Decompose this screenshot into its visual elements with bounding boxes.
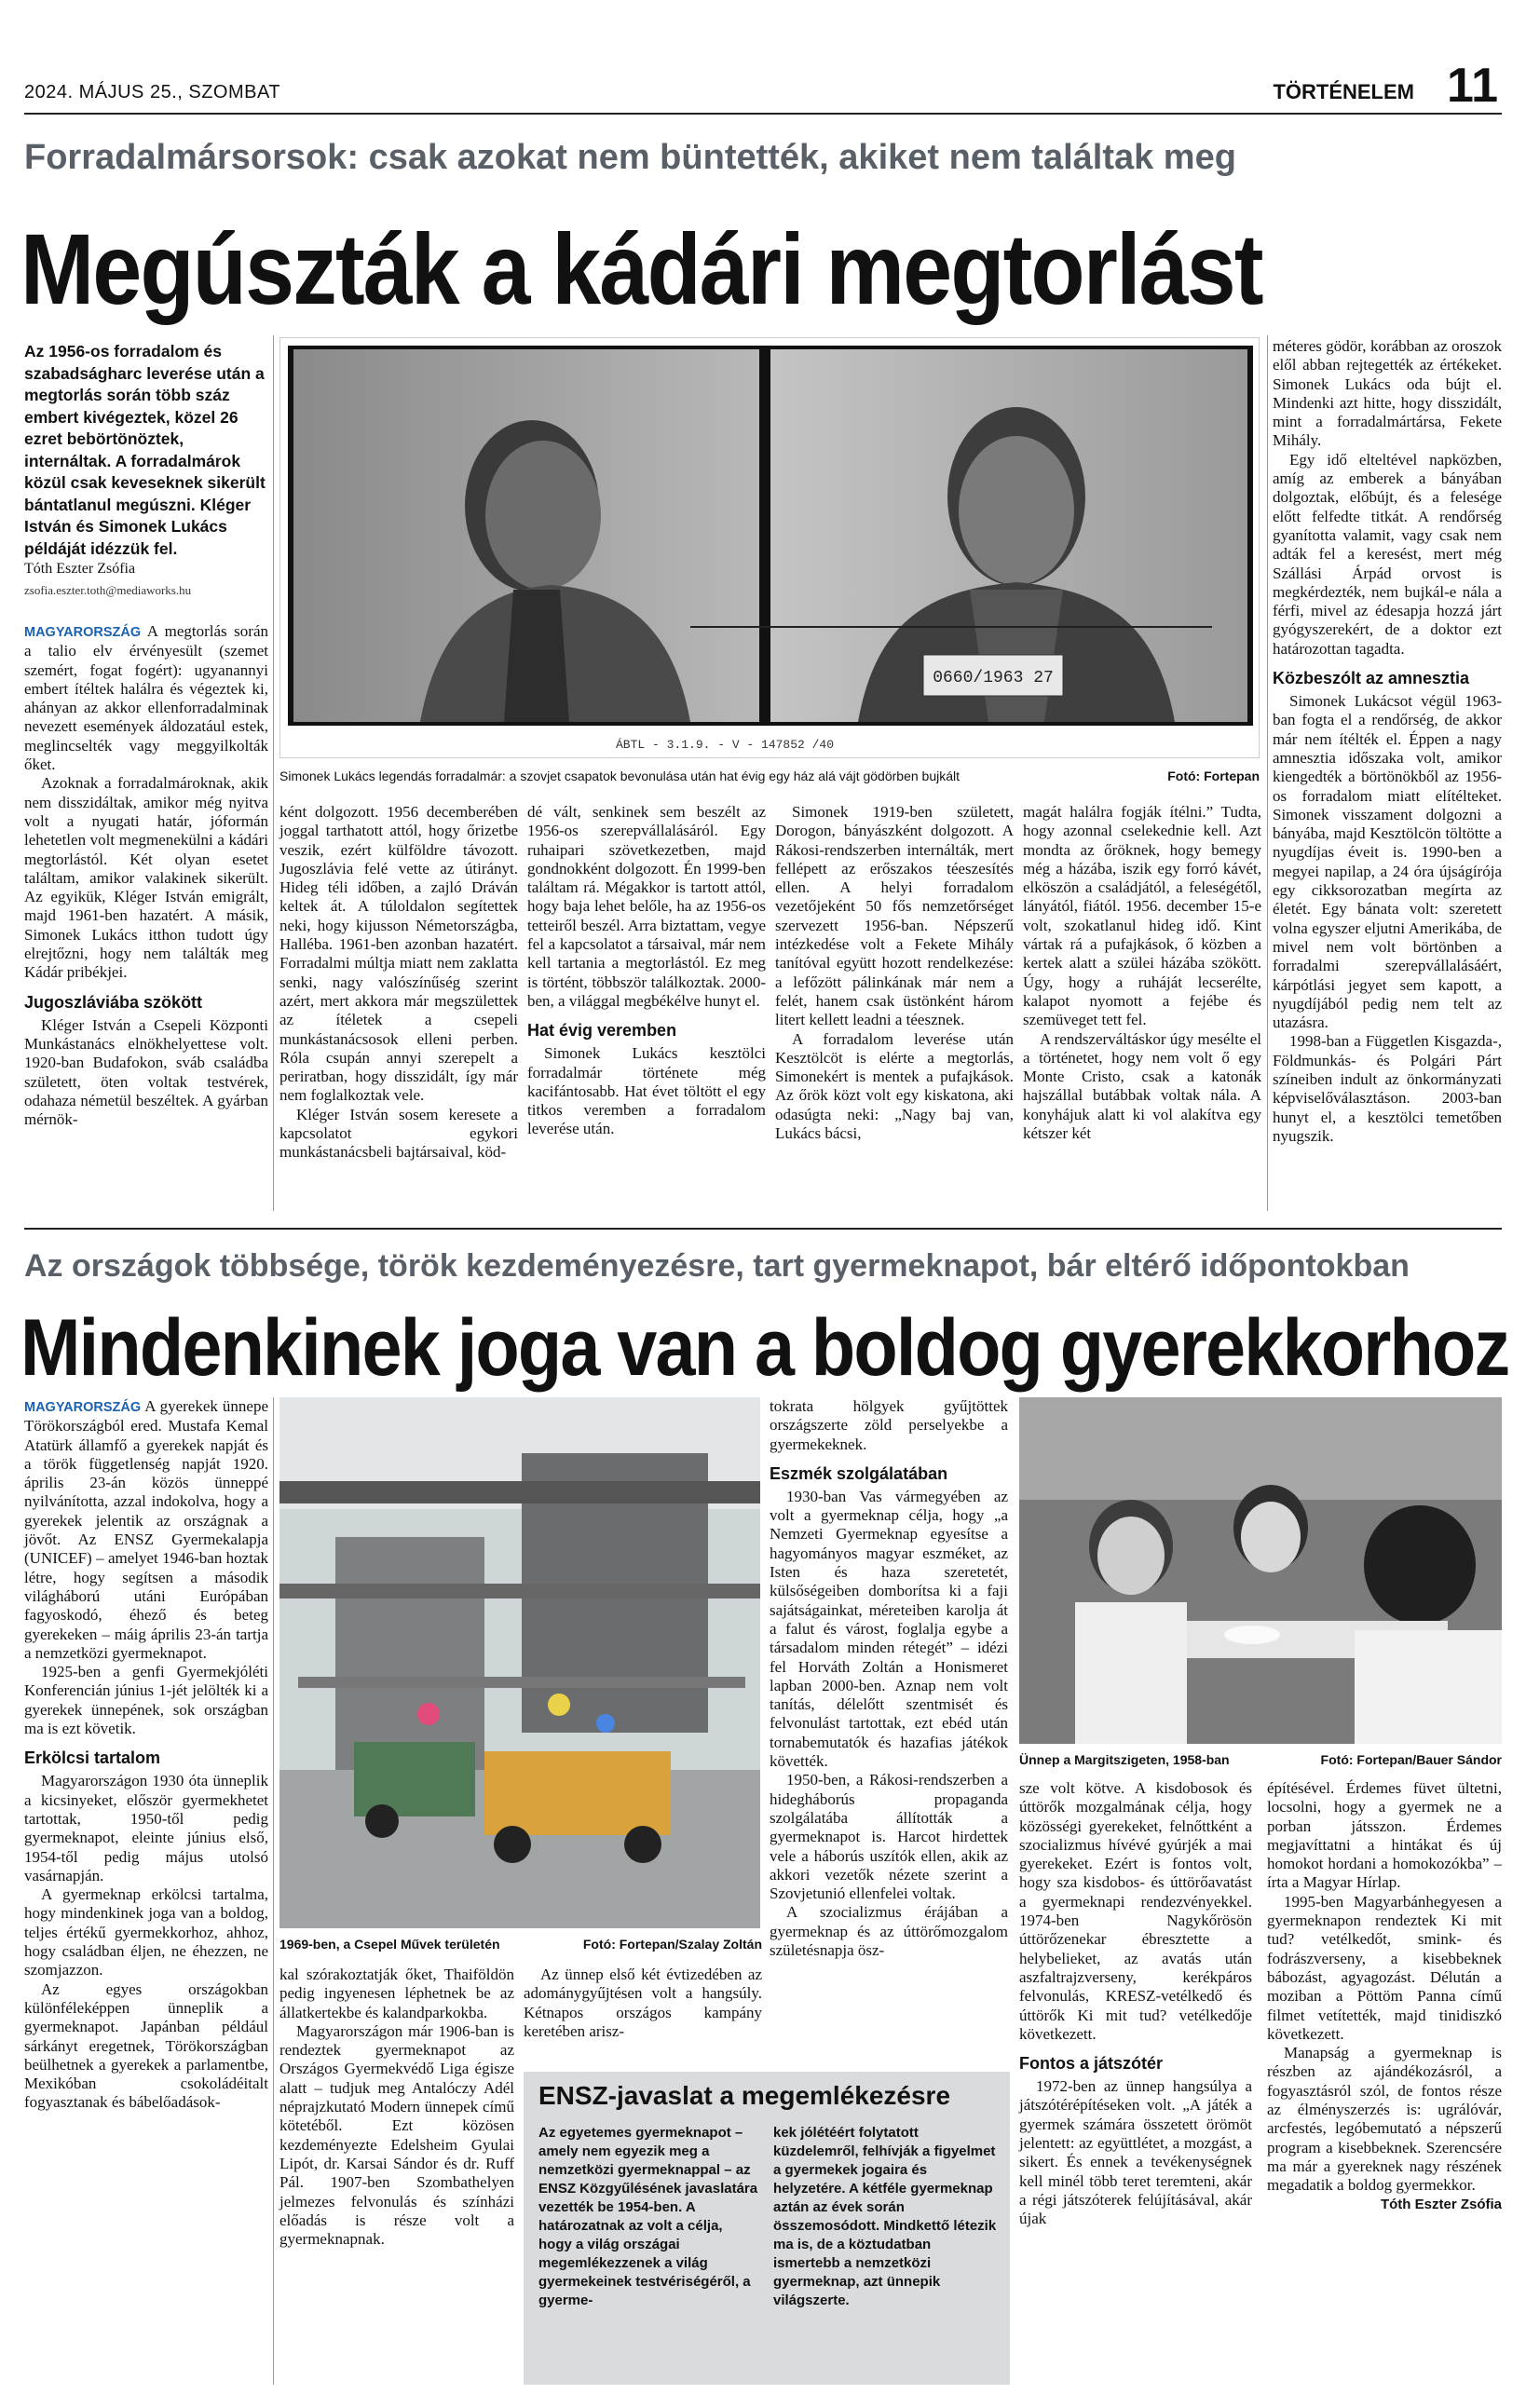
archive-stamp: ÁBTL - 3.1.9. - V - 147852 /40 <box>616 738 835 752</box>
article2-photo2-credit: Fotó: Fortepan/Bauer Sándor <box>1320 1752 1502 1767</box>
paragraph: 1950-ben, a Rákosi-rendszerben a hidegháborús propaganda szolgálatába állították a gyermeknapot is. Harcot hirdettek vele a háborús uszítók ellen, akik az akkori vezetők nézete szerint a Szovjetunió ellenfelei voltak. <box>770 1771 1008 1903</box>
article1-column-3 <box>527 803 766 1139</box>
photo-plate-label: 0660/1963 27 <box>933 669 1054 687</box>
paragraph: Magyarországon már 1906-ban is rendeztek gyermeknapot az Országos Gyermekvédő Liga égisze alatt – tudjuk meg Antalóczy Adél néprajzkutató Modern ünnepek című kötetéből. Ezt közösen kezdeményezte Edelsheim Gyulai Lipót, dr. Karsai Sándor és dr. Ruff Pál. 1907-ben Szombathelyen jelmezes felvonulás és színházi előadás is része volt a gyermeknapnak. <box>279 2021 514 2249</box>
paragraph: A szocializmus érájában a gyermeknap és az úttörőmozgalom születésnapja ösz- <box>770 1903 1008 1960</box>
page-number: 11 <box>1447 59 1498 113</box>
article2-photo1-caption: 1969-ben, a Csepel Művek területén <box>279 1937 500 1952</box>
paragraph: A forradalom leverése után Kesztölcöt is elérte a megtorlás, Simonekért is mentek a pufajkások. Az őrök közt volt egy kiskatona, aki odasúgta neki: „Nagy baj van, Lukács bácsi, <box>775 1029 1014 1143</box>
paragraph: 1998-ban a Független Kisgazda-, Földmunkás- és Polgári Párt színeiben indult az önkormányzati képviselőválasztáson. 2003-ban hunyt el, a kesztölci temetőben nyugszik. <box>1273 1032 1502 1145</box>
article1-subhead-2: Hat évig veremben <box>527 1021 677 1041</box>
paragraph: dé vált, senkinek sem beszélt az 1956-os szerepvállalásáról. Egy ruhaipari szövetkezetben, majd gondnokként dolgozott. Én 1999-ben találtam rá. Mégakkor is tartott attól, hogy baja lehet belőle, ha az 1956-os tetteiről beszél. Arra biztattam, vegye fel a kapcsolatot a társaival, már nem kell tartania a megtorlástól. Ez meg is történt, többször találkoztak. 2000-ben, a világgal megbékélve hunyt el. <box>527 803 766 1010</box>
article1-photo-credit: Fotó: Fortepan <box>1167 769 1260 783</box>
article1-photo <box>279 337 1260 758</box>
article2-column-3 <box>770 1397 1008 1960</box>
column-divider <box>273 1397 274 2385</box>
paragraph: Manapság a gyermeknap is részben az ajándékozásról, a fogyasztásról szól, de fontos része az élményszerzés is: ugrálóvár, arcfestés, legóbemutató a népszerű program a kisebbeknek. Szerencsére ma már a gyereknek nagy részének megadatik a boldog gyermekkor. <box>1267 2044 1502 2195</box>
paragraph: 1925-ben a genfi Gyermekjóléti Konferencián június 1-jét jelölték ki a gyerekek ünnepének, sok országban ma is ezt követik. <box>24 1663 268 1738</box>
article1-author: Tóth Eszter Zsófia <box>24 561 136 577</box>
paragraph: magát halálra fogják ítélni.” Tudta, hogy azonnal cselekednie kell. Azt mondta az őröknek, hogy bemegy még a házába, iszik egy forró kávét, elköszön a családjától, a feleségétől, lányától, fiától. 1956. december 15-e volt, szokatlanul hideg idő. Kint vártak rá a pufajkások, ő közben a kertek alatt a szülei házába szökött. Úgy, hogy a ruháját lecserélte, kalapot nyomott a fejébe és szemüveget tett fel. <box>1023 803 1261 1029</box>
article1-subhead-1: Jugoszláviába szökött <box>24 992 203 1012</box>
paragraph: Simonek 1919-ben született, Dorogon, bányászként dolgozott. A Rákosi-rendszerben internálták, mert fellépett az erőszakos téeszesítés ellen. A helyi forradalom vezetőjeként 50 fős nemzetőrséget szervezett 1956-ban. Népszerű intézkedése volt a Fekete Mihály tanítóval együtt hozott rendelkezése: a lefőzött pálinkának már nem a felét, hanem csak üstönként három litert kellett leadni a téesznek. <box>775 803 1014 1029</box>
paragraph: Az ünnep első két évtizedében az adománygyűjtésen volt a hangsúly. Kétnapos országos kampány keretében arisz- <box>524 1966 762 2040</box>
paragraph: Simonek Lukács kesztölci forradalmár története még kacifántosabb. Hat évet töltött el egy titkos veremben a forradalom leverése után. <box>527 1044 766 1138</box>
article2-subhead-2: Eszmék szolgálatában <box>770 1463 948 1483</box>
un-proposal-box <box>524 2072 1010 2385</box>
article1-lede: Az 1956-os forradalom és szabadságharc leverése után a megtorlás során több száz embert kivégeztek, közel 26 ezret bebörtönöztek, internáltak. A forradalmárok közül csak keveseknek sikerült bántatlanul megúszni. Kléger István és Simonek Lukács példáját idézzük fel. <box>24 342 266 558</box>
paragraph: ként dolgozott. 1956 decemberében joggal tarthatott attól, hogy őrizetbe veszik, ezért külföldre távozott. Jugoszlávia felé vette az útirányt. Hideg téli időben, a zajló Dráván keltek át. A túloldalon segítettek neki, hogy kijusson Németországba, Halléba. 1961-ben azonban hazatért. Forradalmi múltja miatt nem zaklatta senki, nagy valószínűség szerint azért, mert akkora már megszülettek az ítéletek a csepeli munkástanácsosok elleni perben. Róla csupán annyi szerepelt a periratban, hogy disszidált, így már nem foglalkoztak vele. <box>279 803 518 1105</box>
article1-column-6 <box>1273 337 1502 1146</box>
column-divider <box>273 335 274 1211</box>
article1-photo-caption: Simonek Lukács legendás forradalmár: a szovjet csapatok bevonulása után hat évig egy ház alá vájt gödörben bujkált <box>279 769 961 783</box>
article2-photo1-credit: Fotó: Fortepan/Szalay Zoltán <box>582 1937 762 1952</box>
article2-photo2-caption: Ünnep a Margitszigeten, 1958-ban <box>1019 1752 1230 1767</box>
paragraph: Kléger István sosem keresete a kapcsolatot egykori munkástanácsbeli bajtársaival, köd- <box>279 1105 518 1162</box>
article2-signature: Tóth Eszter Zsófia <box>1380 2196 1502 2212</box>
article1-email: zsofia.eszter.toth@mediaworks.hu <box>24 583 192 597</box>
article1-headline: Megúszták a kádári megtorlást <box>20 212 1262 325</box>
article2-photo-margitsziget <box>1019 1397 1502 1744</box>
paragraph: Magyarországon 1930 óta ünneplik a kicsinyeket, először gyermekhetet tartottak, 1950-től pedig gyermeknapot, eleinte június első, 1954-től pedig május utolsó vasárnapján. <box>24 1772 268 1884</box>
paragraph: 1972-ben az ünnep hangsúlya a játszótérépítéseken volt. „A játék a gyermek számára összetett örömöt jelentett: az együttlétet, a mozgást, a sikert. És ennek a tevékenységnek kell minél több teret teremteni, akár a régi játszóterek felújításával, akár újak <box>1019 2077 1252 2228</box>
article1-column-4 <box>775 803 1014 1143</box>
article1-subhead-3: Közbeszólt az amnesztia <box>1273 669 1470 688</box>
un-proposal-box-title: ENSZ-javaslat a megemlékezésre <box>538 2081 951 2110</box>
article2-column-1 <box>24 1397 268 2113</box>
article1-column-1 <box>24 622 268 1129</box>
column-divider <box>1267 335 1268 1211</box>
paragraph: Azoknak a forradalmároknak, akik nem disszidáltak, amikor még nyitva volt a nyugati határ, jóformán lehetetlen volt megmenekülni a kádári megtorlástól. Két olyan esetet találtam, amikor valakinek sikerült. Az egyikük, Kléger István emigrált, majd 1961-ben hazatért. A másik, Simonek Lukács itthon tudott úgy elrejtőzni, hogy nem találták meg Kádár pribékjei. <box>24 774 268 982</box>
paragraph: Kléger István a Csepeli Központi Munkástanács elnökhelyettese volt. 1920-ban Budafokon, sváb családba született, öten voltak testvérek, odahaza németül beszéltek. A gyárban mérnök- <box>24 1015 268 1129</box>
paragraph: A gyerekek ünnepe Törökországból ered. Mustafa Kemal Atatürk államfő a gyerekek napját és a török függetlenség napját 1920. április 23-án közös ünneppé nyilvánította, azzal indokolva, hogy a gyerekek jelentik az országnak a jövőt. Az ENSZ Gyermekalapja (UNICEF) – amelyet 1946-ban hoztak létre, hogy segítsen a második világháború utáni Európában fagyoskodó, éhező és beteg gyerekeken – máig április 23-án tartja a nemzetközi gyermeknapot. <box>24 1397 269 1662</box>
article2-column-4 <box>1019 1779 1252 2229</box>
article-divider <box>24 1228 1502 1230</box>
article2-column-5 <box>1267 1779 1502 2214</box>
article2-column-3-bottom <box>524 1966 762 2041</box>
paragraph: sze volt kötve. A kisdobosok és úttörők mozgalmának célja, hogy közösségi gyerekeket, felnőttként a szocializmus hívévé gyúrjék a mai gyerekeket. Ezért is fontos volt, hogy sza kisdobos- és úttörőavatást a gyermeknapi rendezvényekkel. 1974-ben Nagykőrösön úttörőzenekar ébresztette a helybelieket, az avatás után aszfaltrajzverseny, kerékpáros felvonulás, KRESZ-vetélkedő és úttörők Ki mit tud? vetélkedője következett. <box>1019 1779 1252 2043</box>
paragraph: A rendszerváltáskor úgy mesélte el a történetet, hogy nem volt ő egy Monte Cristo, csak a katonák hajszállal butábbak voltak nála. A konyhájuk alatt ki vol alakítva egy kétszer két <box>1023 1029 1261 1143</box>
article2-kicker: Az országok többsége, török kezdeményezésre, tart gyermeknapot, bár eltérő időpontokban <box>24 1248 1410 1284</box>
un-proposal-box-text-left: Az egyetemes gyermeknapot – amely nem egyezik meg a nemzetközi gyermeknappal – az ENSZ Közgyűlésének javaslatára vezették be 1954-ben. A határozatnak az volt a célja, hogy a világ országai megemlékezzenek a világ gyermekeinek testvériségéről, a gyerme- <box>538 2125 758 2308</box>
paragraph: 1995-ben Magyarbánhegyesen a gyermeknapon rendeztek Ki mit tud? vetélkedőt, smink- és fodrászverseny, a kisebbeknek bábozást, agyagozást. Délután a moziban a Pöttöm Panna című filmet vetítették, majd tinidiszkó következett. <box>1267 1892 1502 2043</box>
paragraph: A gyermeknap erkölcsi tartalma, hogy mindenkinek joga van a boldog, teljes értékű gyermekkorhoz, ahhoz, hogy családban éljen, ne éhezzen, ne szomjazzon. <box>24 1885 268 1979</box>
article2-subhead-3: Fontos a játszótér <box>1019 2054 1164 2074</box>
article2-location-tag: MAGYARORSZÁG <box>24 1400 142 1415</box>
paragraph: méteres gödör, korábban az oroszok elől abban rejtegették az értékeket. Simonek Lukács oda bújt el. Mindenki azt hitte, hogy disszidált, mint a forradalmártársa, Fekete Mihály. <box>1273 337 1502 450</box>
section-name: TÖRTÉNELEM <box>1273 80 1414 103</box>
un-proposal-box-text-right: kek jólétéért folytatott küzdelemről, felhívják a figyelmet a gyermekek jogaira és helyzetére. A kétféle gyermeknap aztán az évek során összemosódott. Mindkettő létezik ma is, de a köztudatban ismertebb a nemzetközi gyermeknap, azt ünnepik világszerte. <box>773 2125 997 2308</box>
paragraph: Az egyes országokban különféleképpen ünneplik a gyermeknapot. Japánban például sárkányt eregetnek, Törökországban beülhetnek a gyerekek a parlamentbe, Mexikóban csokoládéitalt fogyasztanak és bábelőadások- <box>24 1979 268 2112</box>
article1-location-tag: MAGYARORSZÁG <box>24 625 142 640</box>
article1-kicker: Forradalmársorsok: csak azokat nem büntették, akiket nem találtak meg <box>24 138 1236 177</box>
article2-column-2 <box>279 1966 514 2249</box>
header-rule <box>24 113 1502 115</box>
article2-headline: Mindenkinek joga van a boldog gyerekkorhoz <box>20 1303 1509 1393</box>
article1-column-5 <box>1023 803 1261 1143</box>
paragraph: 1930-ban Vas vármegyében az volt a gyermeknap célja, hogy „a Nemzeti Gyermeknap egyesítse a hagyományos magyar eszméket, az Isten és haza szeretetét, külsőségeiben domborítsa ki a faji sajátságainkat, méreteiben karolja át a falut és várost, foglalja egybe a társadalom minden rétegét” – idézi fel Horváth Zoltán a Honismeret lapban 2000-ben. Aznap nem volt tanítás, délelőtt szentmisét és felvonulást tartottak, ezt ebéd után tornabemutatók és hazafias játékok követték. <box>770 1487 1008 1771</box>
paragraph: A megtorlás során a talio elv érvényesült (szemet szemért, fogat fogért): ugyanannyi embert ítéltek halálra és végeztek ki, ahányan az akkor ellenforradalminak nevezett események áldozatául estek, meglincselték vagy meggyilkolták őket. <box>24 622 268 774</box>
article2-subhead-1: Erkölcsi tartalom <box>24 1748 161 1768</box>
article1-column-2 <box>279 803 518 1163</box>
paragraph: építésével. Érdemes füvet ültetni, locsolni, hogy a gyermek ne a porban játsszon. Érdemes megjavíttatni a hintákat és új homokot hordani a homokozókba” – írta a Magyar Hírlap. <box>1267 1779 1502 1892</box>
paragraph: Simonek Lukácsot végül 1963-ban fogta el a rendőrség, de akkor már nem ítélték el. Éppen a nagy amnesztia időszaka volt, amikor kiengedték a börtönökből az 1956-os forradalom miatt elítélteket. Simonek visszament dolgozni a bányába, majd Kesztölcön töltötte a nyugdíjas éveit is. 1990-ben a megyei napilap, a 24 óra újságírója egy cikksorozatban megírta az életét. Egy bánata volt: szeretett volna egyszer eljutni Amerikába, de mivel nem volt börtönben a forradalmi szerepvállalásáért, kárpótlási jegyet sem kapott, a nyugdíjából pedig nem telt az utazásra. <box>1273 692 1502 1032</box>
paragraph: Egy idő elteltével napközben, amíg az emberek a bányában dolgoztak, előbújt, és a felesége előtt felfedte titkát. A rendőrség gyanította valamit, vagy csak nem adták fel a keresést, mert még Szállási Árpád orvost is megkérdezték, nem bujkál-e nála a férfi, mivel az édesapja hozzá járt gyógyszerekért, de a doktor ezt határozottan tagadta. <box>1273 450 1502 658</box>
paragraph: tokrata hölgyek gyűjtöttek országszerte zöld perselyekbe a gyermekeknek. <box>770 1397 1008 1453</box>
paragraph: kal szórakoztatják őket, Thaiföldön pedig ingyenesen léphetnek be az állatkertekbe és kalandparkokba. <box>279 1966 514 2021</box>
article2-photo-csepel <box>279 1397 760 1928</box>
issue-date: 2024. MÁJUS 25., SZOMBAT <box>24 82 281 102</box>
